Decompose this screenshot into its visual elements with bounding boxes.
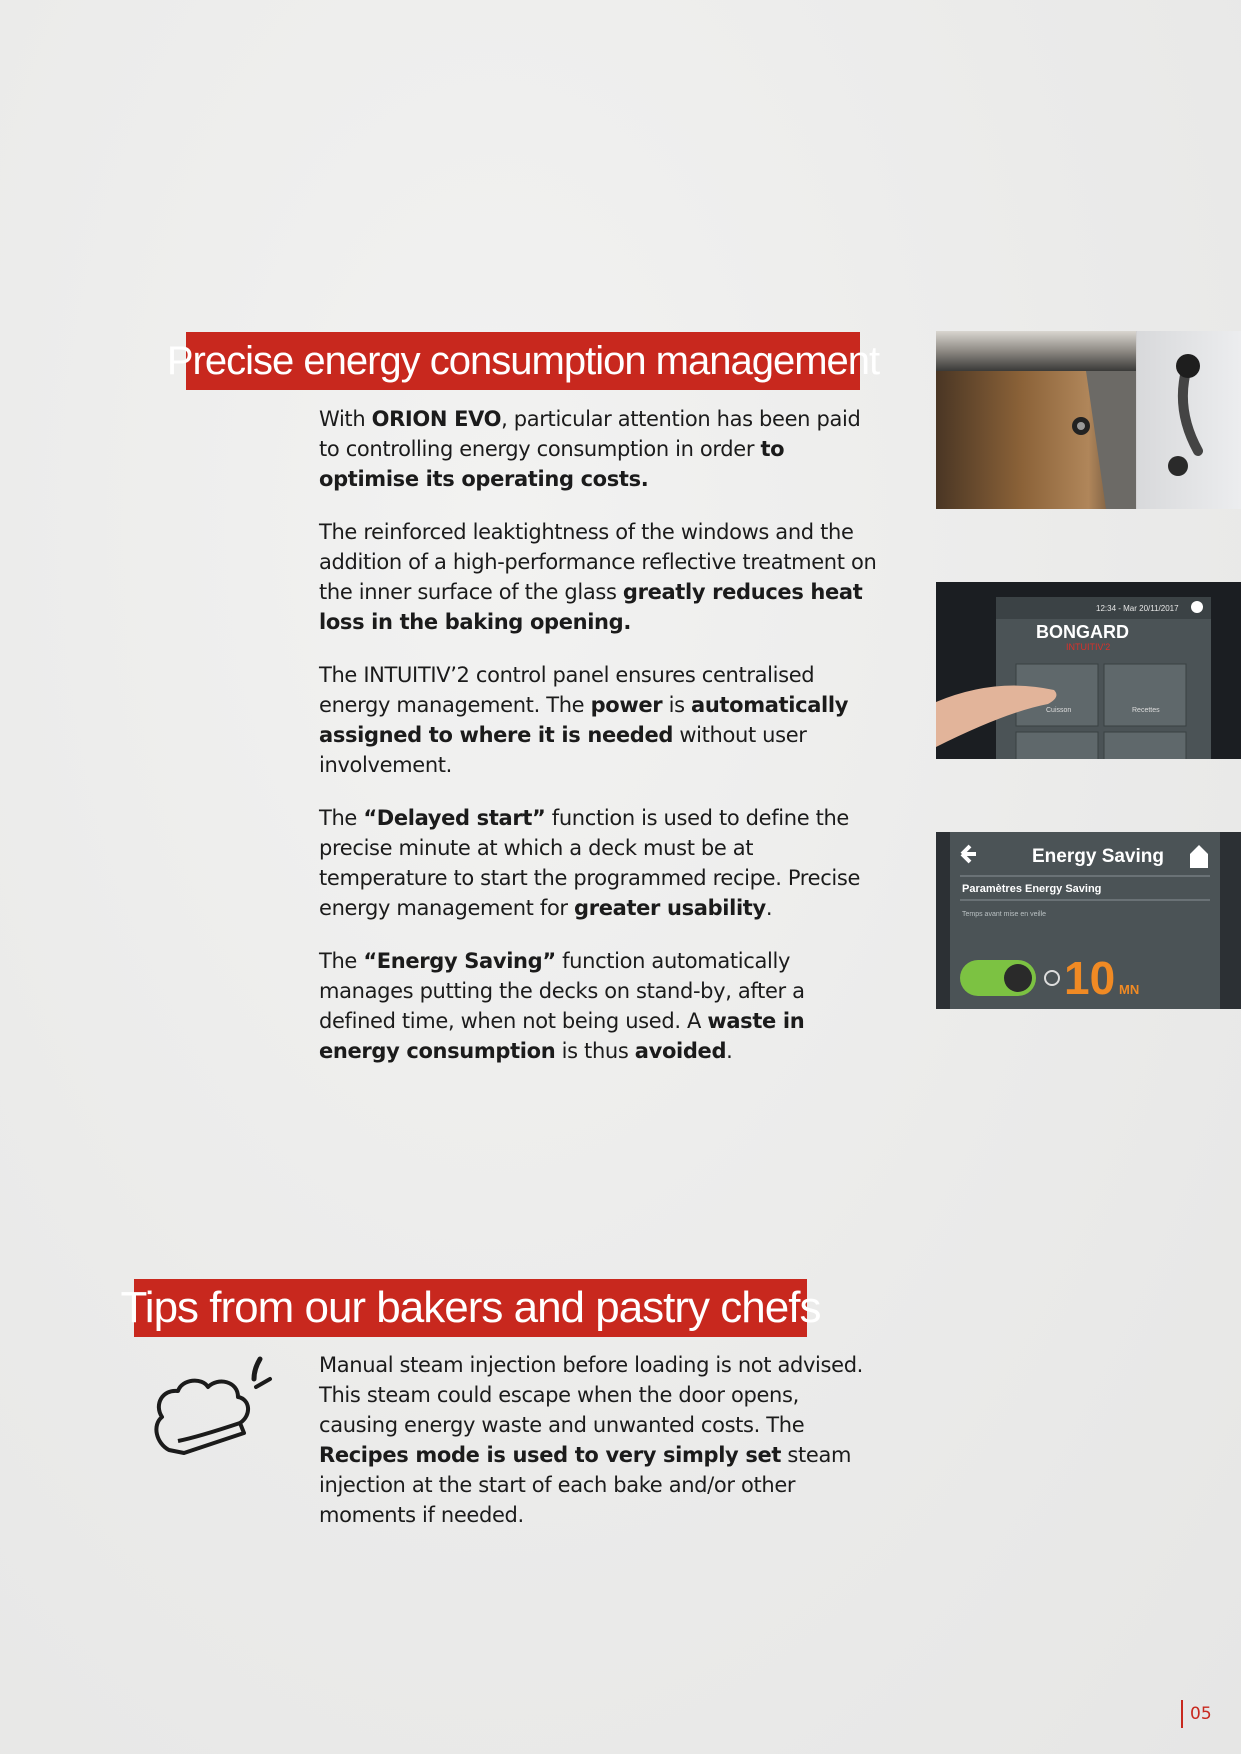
section-title-energy: Precise energy consumption management: [186, 332, 860, 390]
text: function automatically manages putting the decks on stand-by, after a defined time, when not being used. A: [319, 949, 805, 1033]
text: steam injection at the start of each bake and/or other moments if needed.: [319, 1443, 852, 1527]
text: The: [319, 806, 364, 830]
paragraph: [319, 1350, 879, 1530]
panel-btn-recettes: Recettes: [1132, 707, 1160, 714]
oven-door-handle-photo: [936, 331, 1241, 509]
screen-unit: MN: [1119, 982, 1140, 997]
text: The reinforced leaktightness of the windows and the addition of a high-performance reflective treatment on the inner surface of the glass: [319, 520, 877, 604]
bold-text: greater usability: [574, 896, 766, 920]
bold-text: ORION EVO: [371, 407, 502, 431]
paragraph: [319, 404, 879, 494]
bold-text: greatly reduces heat loss in the baking opening.: [319, 580, 863, 634]
text: is thus: [555, 1039, 635, 1063]
tips-body-text: [319, 1350, 879, 1553]
bold-text: “Delayed start”: [363, 806, 546, 830]
bold-text: Recipes mode is used to very simply set: [319, 1443, 782, 1467]
text: , particular attention has been paid to controlling energy consumption in order: [319, 407, 861, 461]
panel-btn-cuisson: Cuisson: [1046, 707, 1072, 714]
panel-brand: BONGARD: [1036, 622, 1129, 642]
section-title-tips: Tips from our bakers and pastry chefs: [134, 1279, 807, 1337]
text: With: [319, 407, 372, 431]
bold-text: automatically assigned to where it is needed: [319, 693, 849, 747]
control-panel-photo: [936, 582, 1241, 759]
bold-text: to optimise its operating costs.: [319, 437, 785, 491]
text: The INTUITIV’2 control panel ensures centralised energy management. The: [319, 663, 815, 717]
screen-value: 10: [1064, 952, 1116, 1004]
text: .: [726, 1039, 733, 1063]
screen-caption: Temps avant mise en veille: [962, 911, 1047, 918]
text: without user involvement.: [319, 723, 807, 777]
panel-sub: INTUITIV'2: [1066, 642, 1111, 652]
bold-text: power: [590, 693, 663, 717]
energy-saving-screen-photo: [936, 832, 1241, 1009]
bold-text: “Energy Saving”: [363, 949, 556, 973]
screen-subtitle: Paramètres Energy Saving: [962, 883, 1102, 895]
energy-body-text: [319, 404, 879, 1089]
page-number: 05: [1181, 1700, 1212, 1728]
text: .: [765, 896, 773, 920]
bold-text: waste in energy consumption: [319, 1009, 805, 1063]
text: The: [319, 949, 364, 973]
bold-text: avoided: [634, 1039, 727, 1063]
text: Manual steam injection before loading is not advised. This steam could escape when the door opens, causing energy waste and unwanted costs. The: [319, 1353, 864, 1437]
chef-hat-icon: [146, 1355, 276, 1465]
paragraph: [319, 660, 879, 780]
paragraph: [319, 946, 879, 1066]
text: function is used to define the precise minute at which a deck must be at temperature to start the programmed recipe. Precise energy management for: [319, 806, 861, 920]
paragraph: [319, 803, 879, 923]
panel-date: 12:34 - Mar 20/11/2017: [1096, 604, 1179, 613]
screen-title: Energy Saving: [1032, 846, 1164, 867]
paragraph: [319, 517, 879, 637]
text: is: [662, 693, 692, 717]
